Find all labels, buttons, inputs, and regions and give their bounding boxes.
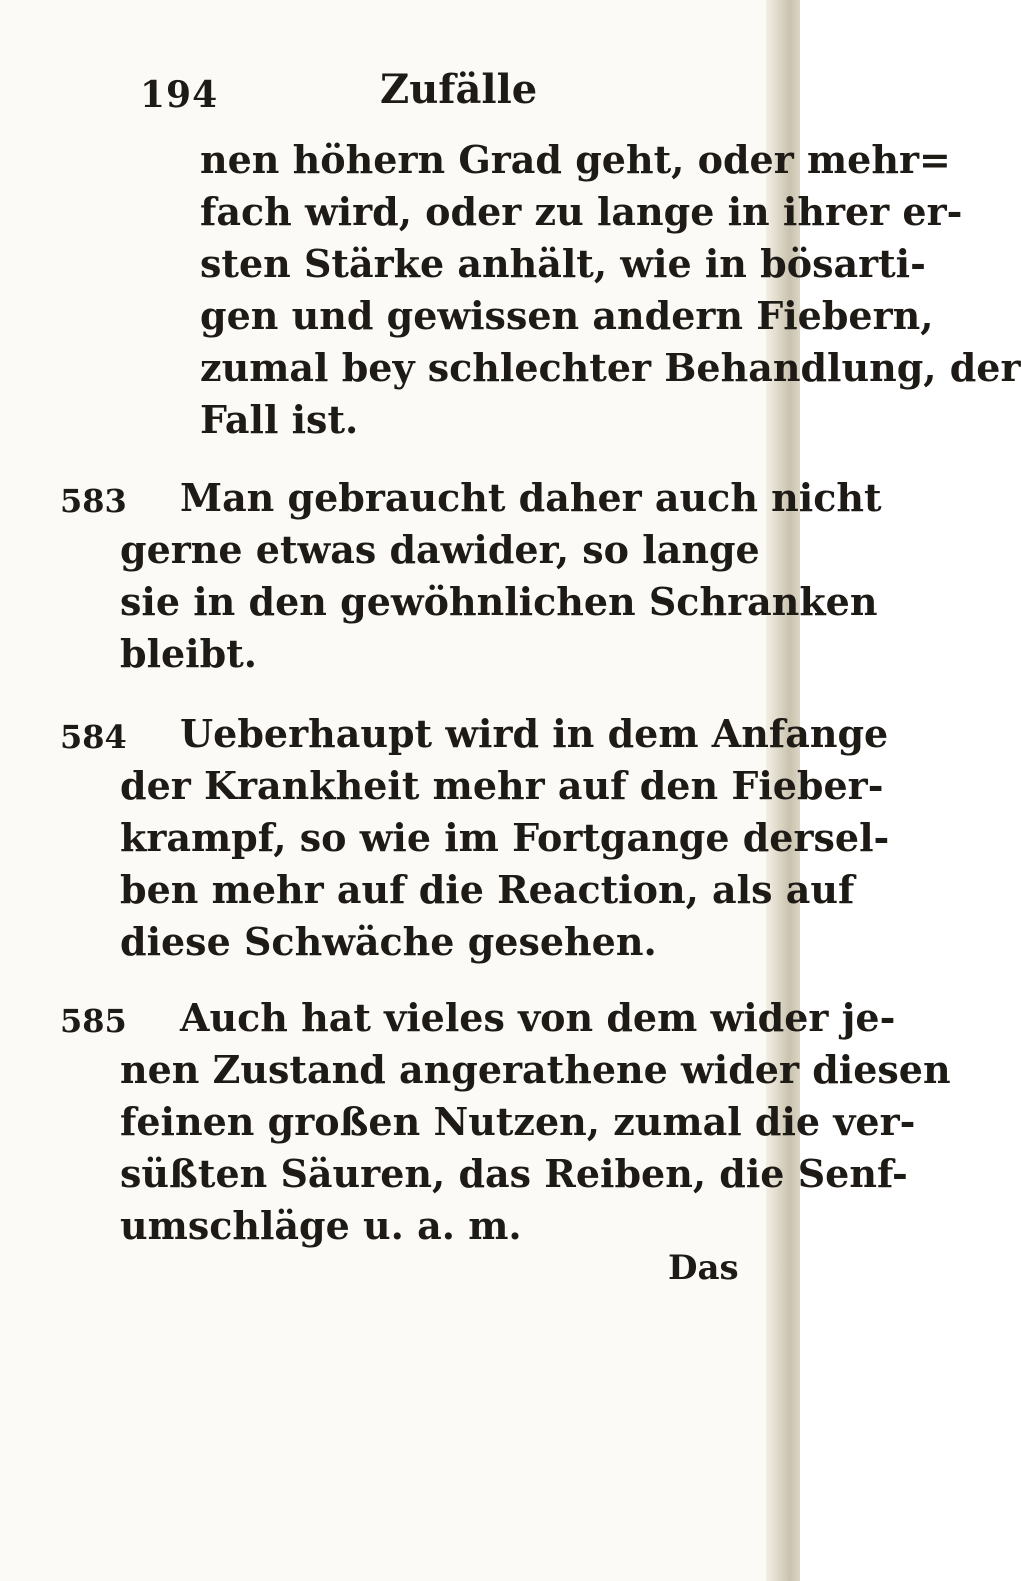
- text-line: der Krankheit mehr auf den Fieber-: [120, 763, 884, 808]
- catchword: Das: [668, 1248, 739, 1288]
- text-line: krampf, so wie im Fortgange dersel-: [120, 815, 890, 860]
- text-line: süßten Säuren, das Reiben, die Senf-: [120, 1151, 908, 1196]
- text-line: sie in den gewöhnlichen Schranken: [120, 579, 878, 624]
- text-line: umschläge u. a. m.: [120, 1203, 522, 1248]
- text-line: feinen großen Nutzen, zumal die ver-: [120, 1099, 916, 1144]
- continuation-paragraph: [140, 134, 1021, 446]
- text-line: diese Schwäche gesehen.: [120, 919, 657, 964]
- text-line: Man gebraucht daher auch nicht: [180, 475, 882, 520]
- text-line: Fall ist.: [200, 397, 359, 442]
- text-line: Ueberhaupt wird in dem Anfange: [180, 711, 889, 756]
- paragraph-583: [60, 472, 882, 680]
- paragraph-584: [60, 708, 890, 968]
- paragraph-number: 583: [60, 482, 127, 520]
- text-line: nen höhern Grad geht, oder mehr=: [200, 137, 951, 182]
- paragraph-585: [60, 992, 951, 1252]
- paragraph-number: 585: [60, 1002, 127, 1040]
- text-line: bleibt.: [120, 631, 257, 676]
- text-line: ben mehr auf die Reaction, als auf: [120, 867, 855, 912]
- text-line: Auch hat vieles von dem wider je-: [180, 995, 896, 1040]
- text-line: gerne etwas dawider, so lange: [120, 527, 760, 572]
- running-head: Zufälle: [380, 66, 538, 113]
- text-line: sten Stärke anhält, wie in bösarti-: [200, 241, 926, 286]
- text-line: gen und gewissen andern Fiebern,: [200, 293, 934, 338]
- text-line: zumal bey schlechter Behandlung, der: [200, 345, 1021, 390]
- text-line: nen Zustand angerathene wider diesen: [120, 1047, 951, 1092]
- text-line: fach wird, oder zu lange in ihrer er-: [200, 189, 963, 234]
- page-header: [140, 66, 640, 126]
- page-number: 194: [140, 74, 219, 116]
- paragraph-number: 584: [60, 718, 127, 756]
